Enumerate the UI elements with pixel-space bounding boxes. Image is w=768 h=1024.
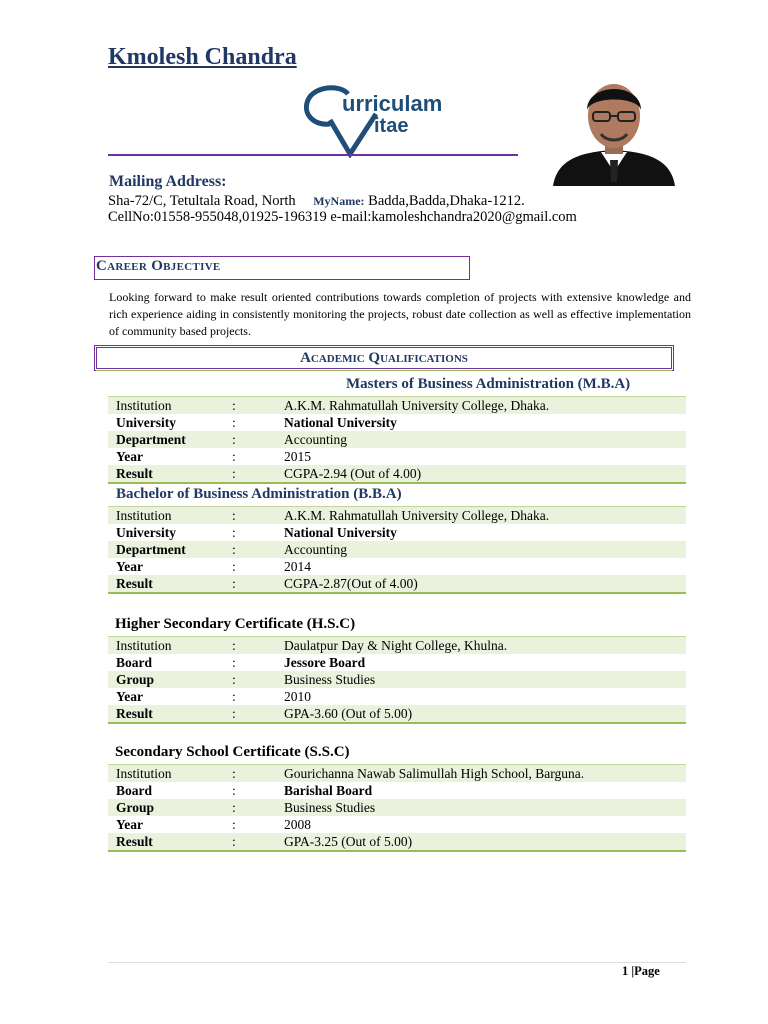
row-value: Business Studies bbox=[284, 672, 376, 687]
row-key: Year bbox=[116, 689, 143, 704]
hsc-table bbox=[108, 636, 686, 724]
profile-photo bbox=[545, 72, 683, 186]
bba-title: Bachelor of Business Administration (B.B.A) bbox=[116, 486, 402, 502]
table-row bbox=[108, 575, 686, 594]
row-colon: : bbox=[232, 638, 236, 653]
row-value: A.K.M. Rahmatullah University College, Dhaka. bbox=[284, 398, 550, 413]
row-value: CGPA-2.94 (Out of 4.00) bbox=[284, 466, 422, 481]
candidate-name: Kmolesh Chandra bbox=[108, 44, 297, 70]
row-value: Gourichanna Nawab Salimullah High School, Barguna. bbox=[284, 766, 585, 781]
row-key: Year bbox=[116, 449, 143, 464]
table-row bbox=[108, 541, 686, 558]
ssc-table bbox=[108, 764, 686, 852]
table-row bbox=[108, 782, 686, 799]
row-key: Institution bbox=[116, 766, 172, 781]
row-colon: : bbox=[232, 466, 236, 481]
hsc-title: Higher Secondary Certificate (H.S.C) bbox=[115, 616, 356, 632]
academic-rule bbox=[96, 370, 672, 371]
row-colon: : bbox=[232, 689, 236, 704]
row-colon: : bbox=[232, 432, 236, 447]
row-colon: : bbox=[232, 800, 236, 815]
career-objective-heading: Career Objective bbox=[96, 258, 221, 274]
logo-text-1: urriculam bbox=[342, 91, 443, 116]
row-key: Group bbox=[116, 672, 155, 687]
table-row bbox=[108, 816, 686, 833]
row-key: Institution bbox=[116, 398, 172, 413]
row-key: Result bbox=[116, 576, 153, 591]
table-row bbox=[108, 764, 686, 782]
myname-value: Badda,Badda,Dhaka-1212. bbox=[368, 193, 525, 209]
table-row bbox=[108, 558, 686, 575]
address-text: Sha-72/C, Tetultala Road, North bbox=[108, 193, 296, 209]
row-value: Daulatpur Day & Night College, Khulna. bbox=[284, 638, 508, 653]
row-value: National University bbox=[284, 525, 397, 540]
row-key: Department bbox=[116, 542, 186, 557]
logo-text-2: itae bbox=[374, 115, 409, 137]
table-row bbox=[108, 688, 686, 705]
row-value: 2010 bbox=[284, 689, 311, 704]
row-colon: : bbox=[232, 706, 236, 721]
row-colon: : bbox=[232, 525, 236, 540]
table-row bbox=[108, 636, 686, 654]
row-value: Barishal Board bbox=[284, 783, 373, 798]
row-value: GPA-3.60 (Out of 5.00) bbox=[284, 706, 413, 721]
page-number: 1 |Page bbox=[622, 964, 660, 978]
row-value: Business Studies bbox=[284, 800, 376, 815]
row-colon: : bbox=[232, 508, 236, 523]
table-row bbox=[108, 396, 686, 414]
table-row bbox=[108, 833, 686, 852]
academic-heading: Academic Qualifications bbox=[300, 350, 468, 366]
row-colon: : bbox=[232, 542, 236, 557]
table-row bbox=[108, 671, 686, 688]
mailing-address-heading: Mailing Address: bbox=[109, 173, 227, 190]
table-row bbox=[108, 799, 686, 816]
row-key: University bbox=[116, 525, 176, 540]
table-row bbox=[108, 654, 686, 671]
row-key: Year bbox=[116, 559, 143, 574]
table-row bbox=[108, 448, 686, 465]
table-row bbox=[108, 506, 686, 524]
row-key: Board bbox=[116, 655, 153, 670]
myname-label: MyName: bbox=[313, 194, 365, 208]
table-row bbox=[108, 414, 686, 431]
address-line bbox=[108, 193, 525, 210]
curriculum-vitae-logo bbox=[300, 80, 490, 158]
row-value: Jessore Board bbox=[284, 655, 366, 670]
row-key: Institution bbox=[116, 638, 172, 653]
table-row bbox=[108, 431, 686, 448]
row-colon: : bbox=[232, 576, 236, 591]
mba-table bbox=[108, 396, 686, 484]
row-colon: : bbox=[232, 655, 236, 670]
row-key: University bbox=[116, 415, 176, 430]
contact-line: CellNo:01558-955048,01925-196319 e-mail:kamoleshchandra2020@gmail.com bbox=[108, 209, 577, 225]
ssc-title: Secondary School Certificate (S.S.C) bbox=[115, 744, 350, 760]
row-key: Result bbox=[116, 834, 153, 849]
row-key: Board bbox=[116, 783, 153, 798]
footer-rule bbox=[108, 962, 686, 963]
row-value: National University bbox=[284, 415, 397, 430]
row-value: 2015 bbox=[284, 449, 311, 464]
header-divider bbox=[108, 154, 518, 156]
table-row bbox=[108, 465, 686, 484]
table-row bbox=[108, 705, 686, 724]
row-value: CGPA-2.87(Out of 4.00) bbox=[284, 576, 418, 591]
row-colon: : bbox=[232, 559, 236, 574]
row-key: Department bbox=[116, 432, 186, 447]
row-value: 2014 bbox=[284, 559, 311, 574]
row-key: Result bbox=[116, 466, 153, 481]
table-row bbox=[108, 524, 686, 541]
row-colon: : bbox=[232, 672, 236, 687]
bba-table bbox=[108, 506, 686, 594]
row-value: GPA-3.25 (Out of 5.00) bbox=[284, 834, 413, 849]
career-objective-text: Looking forward to make result oriented contributions towards completion of projects with extensive knowledge and rich experience aiding in consistently monitoring the projects, robust date collection as well as effective implementation of community based projects. bbox=[109, 290, 691, 338]
row-colon: : bbox=[232, 834, 236, 849]
row-colon: : bbox=[232, 398, 236, 413]
mba-title: Masters of Business Administration (M.B.A) bbox=[346, 376, 631, 392]
row-value: A.K.M. Rahmatullah University College, Dhaka. bbox=[284, 508, 550, 523]
row-key: Group bbox=[116, 800, 155, 815]
row-value: Accounting bbox=[284, 432, 347, 447]
row-key: Institution bbox=[116, 508, 172, 523]
row-value: Accounting bbox=[284, 542, 347, 557]
row-key: Result bbox=[116, 706, 153, 721]
row-colon: : bbox=[232, 783, 236, 798]
row-colon: : bbox=[232, 766, 236, 781]
row-colon: : bbox=[232, 415, 236, 430]
row-colon: : bbox=[232, 449, 236, 464]
row-key: Year bbox=[116, 817, 143, 832]
row-value: 2008 bbox=[284, 817, 311, 832]
row-colon: : bbox=[232, 817, 236, 832]
